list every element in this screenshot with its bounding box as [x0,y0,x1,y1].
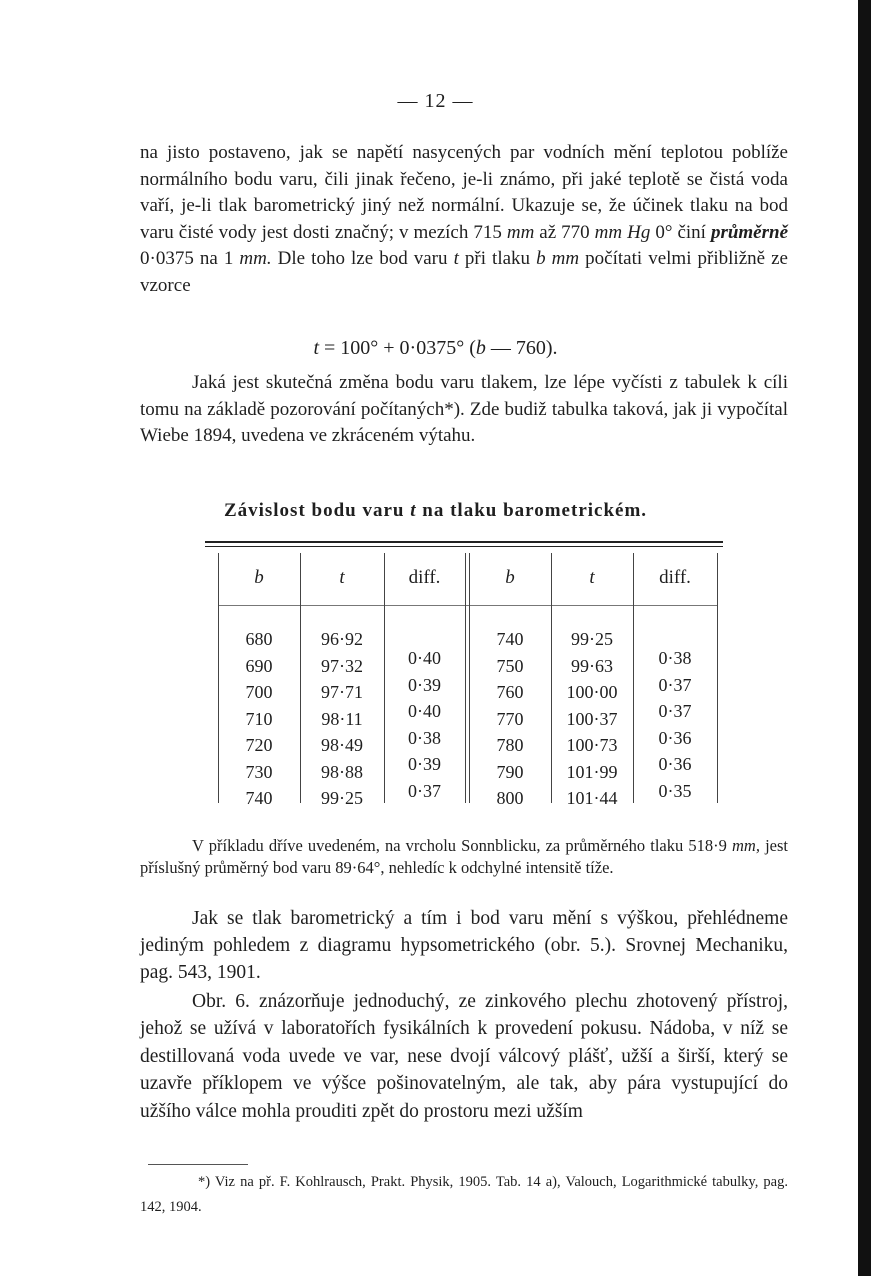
table-cell: 720 [245,735,273,755]
paragraph-3: Jak se tlak barometrický a tím i bod varu mění s výškou, přehlédneme jediným pohledem z diagramu hypsometrického (obr. 5.). Srovnej Mechaniku, pag. 543, 1901. [140,908,788,983]
header-divider [218,605,718,606]
formula-text: = 100° + 0·0375° ( [319,337,476,359]
table-cell: 0·39 [408,754,441,774]
table-cell: 680 [245,629,273,649]
table-cell: 0·37 [658,701,692,721]
column-diff-left [384,645,465,804]
table-cell: 710 [245,708,273,729]
text-run: na jisto postaveno, jak se napětí nasycených par vodních mění teplotou poblíže normálního bodu varu, čili jinak řečeno, je-li známo, při jaké teplotě se čistá voda vaří, je-li tlak barometrický jiný než normální. Ukazuje se, že účinek tlaku na bod varu čisté vody jest dosti značný; v mezích 715 [140,142,788,243]
header-t-left [300,567,384,589]
table-cell: 100·73 [566,735,618,755]
header-text: b [505,567,515,588]
unit-mm: mm [551,248,580,270]
text-run: V příkladu dříve uvedeném, na vrcholu Sonnblicku, za průměrného tlaku 518·9 [192,836,732,855]
table-cell: 98·49 [321,735,363,755]
table-cell: 740 [245,788,273,808]
page-number: — 12 — [397,90,474,112]
column-b-left [218,626,300,812]
variable-t: t [453,248,459,270]
table-cell: 0·40 [408,701,441,721]
header-b-left [218,567,300,589]
table-cell: 101·99 [566,761,618,782]
header-diff-left: diff. [408,567,441,588]
text-run: jest příslušný průměrný bod varu 89·64°, nehledíc k odchylné intensitě tíže. [140,836,788,877]
caption-text: Závislost bodu varu [223,500,411,521]
table-cell: 96·92 [321,629,363,649]
table-cell: 0·37 [658,674,692,695]
table-cell: 97·32 [321,655,363,676]
text-run: 0° činí [650,221,711,243]
table-cell: 0·37 [408,780,441,801]
scan-edge [858,0,871,1276]
table-cell: 0·38 [408,727,441,748]
footnote: *) Viz na př. F. Kohlrausch, Prakt. Physik, 1905. Tab. 14 a), Valouch, Logarithmické tabulky, pag. 142, 1904. [140,1174,788,1215]
unit-mm: mm, [731,836,760,855]
table-cell: 98·11 [321,708,363,729]
formula-variable-t: t [313,337,319,359]
caption-variable-t: t [410,500,417,521]
footnote-rule [148,1164,248,1165]
paragraph-4: Obr. 6. znázorňuje jednoduchý, ze zinkového plechu zhotovený přístroj, jehož se užívá v laboratořích fysikálních k provedení pokusu. Nádoba, v níž se destillovaná voda uvede ve var, nese dvojí válcový plášť, užší a širší, který se uzavře příklopem ve výšce pošinovatelným, ale tak, aby pára vystupující do užšího válce mohla prouditi zpět do prostoru mezi užším [140,991,788,1122]
table-cell: 790 [496,761,524,782]
formula-text: — 760). [485,337,558,359]
table-cell: 99·25 [571,629,613,649]
table-cell: 100·00 [566,682,618,702]
table-cell: 101·44 [566,788,618,808]
variable-b: b [536,248,546,270]
paragraph-1 [140,140,788,300]
column-b-right [469,626,551,812]
table-top-rule-thin [205,546,723,547]
header-text: b [254,567,264,588]
text-run: počítati velmi přibližně ze vzorce [140,248,788,296]
table-cell: 98·88 [321,761,363,782]
header-text: t [339,567,345,588]
header-text: t [589,567,595,588]
table-cell: 0·40 [408,648,441,668]
table-cell: 99·63 [571,655,613,676]
table-cell: 100·37 [566,708,618,729]
text-run: Dle toho lze bod varu [271,248,454,270]
table-cell: 780 [496,735,524,755]
paragraph-2: Jaká jest skutečná změna bodu varu tlakem, lze lépe vyčísti z tabulek k cíli tomu na základě pozorování počítaných*). Zde budiž tabulka taková, jak ji vypočítal Wiebe 1894, uvedena ve zkráceném výtahu. [140,372,788,447]
table-cell: 0·36 [658,754,692,774]
table-caption [0,500,871,522]
table-right-border [717,553,718,803]
formula-variable-b: b [475,337,486,359]
text-run: 0·0375 na 1 [140,248,240,270]
formula [0,337,871,360]
table-cell: 0·35 [658,780,692,801]
column-t-left [300,626,384,812]
table-top-rule [205,541,723,543]
table-cell: 730 [245,761,273,782]
header-diff-right: diff. [659,567,691,588]
text-run: až 770 [534,221,595,243]
table-cell: 740 [496,629,524,649]
table-cell: 750 [496,655,524,676]
table-cell: 800 [496,788,524,808]
table-cell: 760 [496,682,524,702]
table-cell: 700 [245,682,273,702]
column-diff-right [633,645,717,804]
table-note [140,835,788,879]
table-cell: 690 [245,655,273,676]
table-cell: 0·38 [658,648,692,668]
text-run: při tlaku [458,248,537,270]
emphasis-average: průměrně [710,221,789,243]
unit-mm: mm. [239,248,272,270]
table-cell: 99·25 [321,788,363,808]
unit-mm-hg: mm Hg [594,221,651,243]
unit-mm: mm [506,221,535,243]
table-cell: 97·71 [321,682,363,702]
table-cell: 0·36 [658,727,692,748]
caption-text: na tlaku barometrickém. [416,500,648,521]
table-cell: 770 [496,708,524,729]
table-cell: 0·39 [408,674,441,695]
column-t-right [551,626,633,812]
column-divider-double [465,553,466,803]
header-t-right [551,567,633,589]
header-b-right [469,567,551,589]
